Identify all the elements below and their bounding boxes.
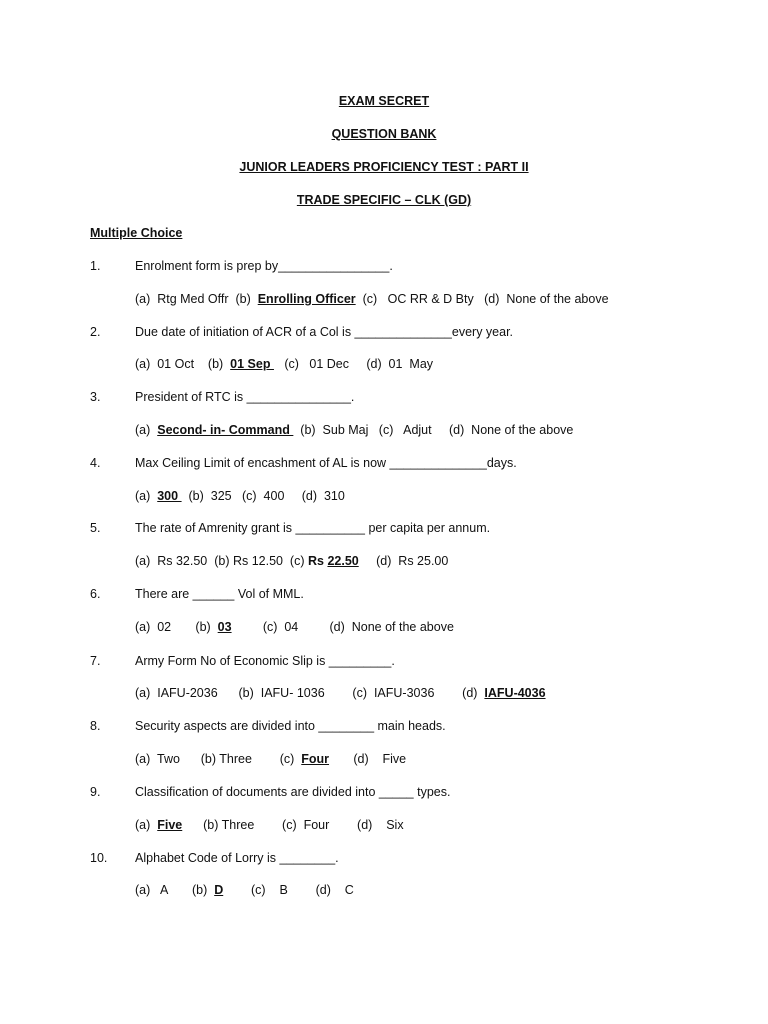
options-8 xyxy=(135,752,406,766)
section-title: Multiple Choice xyxy=(90,226,183,240)
option-text: (a) A (b) xyxy=(135,883,215,897)
option-text: (b) Sub Maj (c) Adjut (d) None of the above xyxy=(293,423,574,437)
question-text: Security aspects are divided into ________ main heads. xyxy=(135,719,446,733)
question-text: President of RTC is _______________. xyxy=(135,390,355,404)
question-number: 2. xyxy=(90,325,101,339)
option-text: (a) 02 (b) xyxy=(135,620,218,634)
question-text: Alphabet Code of Lorry is ________. xyxy=(135,851,339,865)
option-text: (a) 01 Oct (b) xyxy=(135,357,231,371)
option-text: (c) 04 (d) None of the above xyxy=(231,620,454,634)
question-text: Army Form No of Economic Slip is _________. xyxy=(135,654,395,668)
correct-answer: 300 xyxy=(157,489,182,503)
option-text: (d) Rs 25.00 xyxy=(358,554,449,568)
option-text: (a) Rtg Med Offr (b) xyxy=(135,292,258,306)
question-text: There are ______ Vol of MML. xyxy=(135,587,304,601)
question-number: 10. xyxy=(90,851,108,865)
question-text: Classification of documents are divided into _____ types. xyxy=(135,785,451,799)
option-text: (a) xyxy=(135,423,158,437)
option-text: (a) xyxy=(135,489,158,503)
correct-answer: Second- in- Command xyxy=(157,423,294,437)
options-5 xyxy=(135,554,448,568)
question-text: Max Ceiling Limit of encashment of AL is now ______________days. xyxy=(135,456,517,470)
options-4 xyxy=(135,489,345,503)
question-number: 7. xyxy=(90,654,101,668)
correct-answer: Four xyxy=(301,752,330,766)
question-number: 4. xyxy=(90,456,101,470)
correct-answer: D xyxy=(214,883,224,897)
option-text: (a) IAFU-2036 (b) IAFU- 1036 (c) IAFU-3036 (d) xyxy=(135,686,485,700)
option-text: (c) OC RR & D Bty (d) None of the above xyxy=(355,292,609,306)
option-text: (a) Two (b) Three (c) xyxy=(135,752,302,766)
options-1 xyxy=(135,292,609,306)
correct-answer: 22.50 xyxy=(327,554,359,568)
correct-answer: Five xyxy=(157,818,183,832)
options-7 xyxy=(135,686,546,700)
question-number: 8. xyxy=(90,719,101,733)
question-number: 5. xyxy=(90,521,101,535)
option-text: (b) 325 (c) 400 (d) 310 xyxy=(181,489,345,503)
correct-answer: 01 Sep xyxy=(230,357,274,371)
heading-question-bank: QUESTION BANK xyxy=(331,127,437,141)
options-3 xyxy=(135,423,573,437)
option-text: (c) B (d) C xyxy=(223,883,354,897)
question-text: Enrolment form is prep by________________. xyxy=(135,259,393,273)
question-number: 1. xyxy=(90,259,101,273)
option-text: (c) 01 Dec (d) 01 May xyxy=(273,357,434,371)
options-10 xyxy=(135,883,354,897)
option-text: (d) Five xyxy=(329,752,407,766)
heading-trade-specific: TRADE SPECIFIC – CLK (GD) xyxy=(296,193,472,207)
options-9 xyxy=(135,818,404,832)
question-text: The rate of Amrenity grant is __________ per capita per annum. xyxy=(135,521,491,535)
options-6 xyxy=(135,620,454,634)
heading-test-title: JUNIOR LEADERS PROFICIENCY TEST : PART II xyxy=(239,160,529,174)
option-text: (a) xyxy=(135,818,158,832)
question-text: Due date of initiation of ACR of a Col is ______________every year. xyxy=(135,325,514,339)
options-2 xyxy=(135,357,433,371)
heading-exam-secret: EXAM SECRET xyxy=(338,94,430,108)
question-number: 9. xyxy=(90,785,101,799)
option-text: (b) Three (c) Four (d) Six xyxy=(182,818,404,832)
correct-answer-prefix: Rs xyxy=(307,554,328,568)
question-number: 3. xyxy=(90,390,101,404)
correct-answer: IAFU-4036 xyxy=(484,686,546,700)
correct-answer: 03 xyxy=(217,620,232,634)
question-number: 6. xyxy=(90,587,101,601)
option-text: (a) Rs 32.50 (b) Rs 12.50 (c) xyxy=(135,554,308,568)
correct-answer: Enrolling Officer xyxy=(257,292,356,306)
